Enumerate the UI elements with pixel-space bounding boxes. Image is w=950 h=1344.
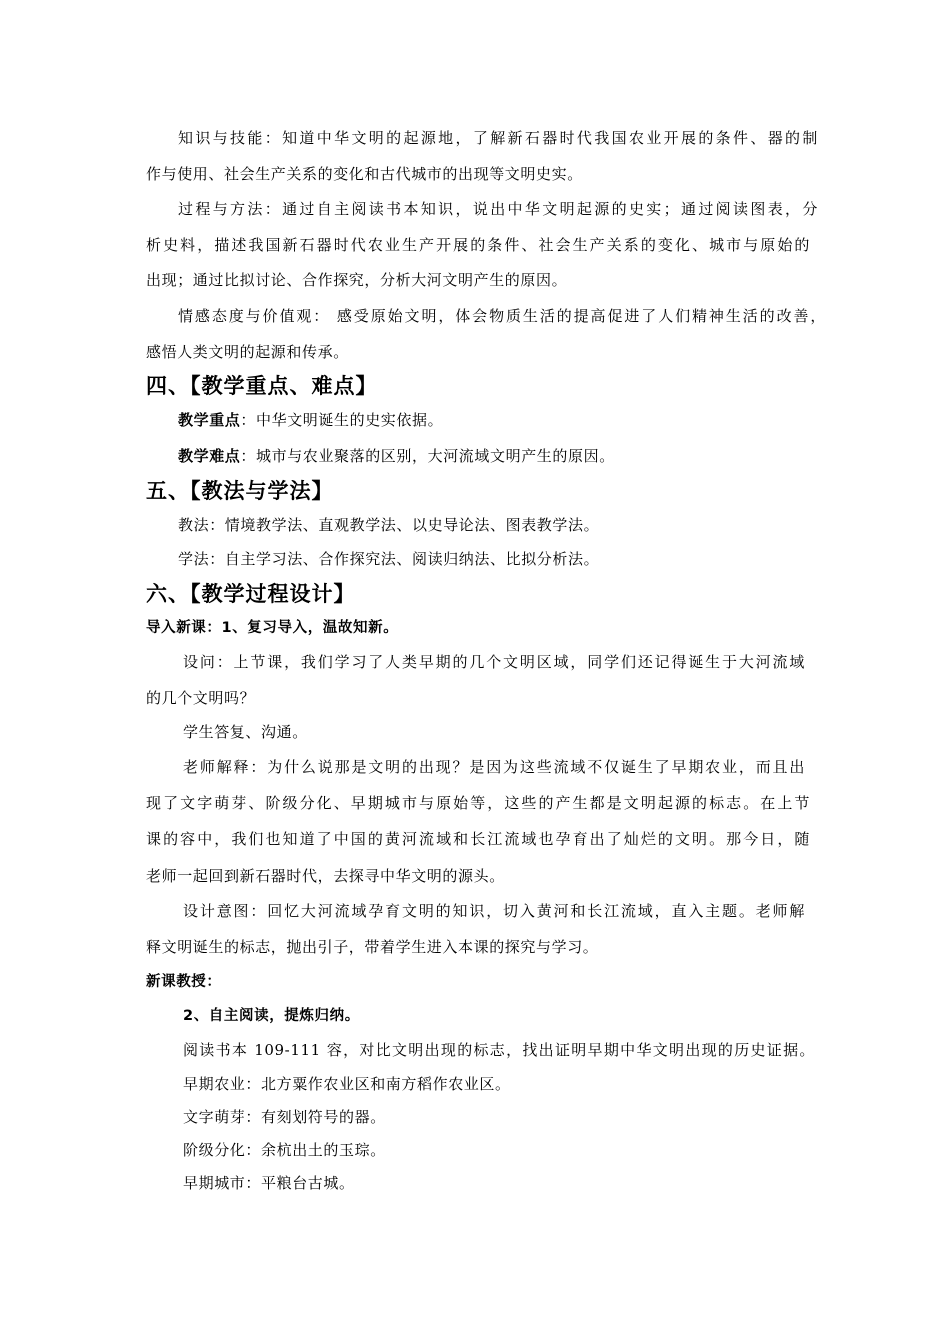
evidence-class-division: 阶级分化：余杭出土的玉琮。 xyxy=(183,1141,386,1159)
objective-emotion-line-1: 情感态度与价值观： 感受原始文明，体会物质生活的提高促进了人们精神生活的改善， xyxy=(178,307,826,325)
section-heading-5: 五、【教法与学法】 xyxy=(146,479,334,503)
objective-process-line-2: 析史料，描述我国新石器时代农业生产开展的条件、社会生产关系的变化、城市与原始的 xyxy=(146,236,810,254)
section-heading-6: 六、【教学过程设计】 xyxy=(146,582,356,606)
step-2-heading: 2、自主阅读，提炼归纳。 xyxy=(183,1008,360,1024)
learning-method-line: 学法：自主学习法、合作探究法、阅读归纳法、比拟分析法。 xyxy=(178,550,600,568)
explanation-line-3: 课的容中，我们也知道了中国的黄河流域和长江流域也孕育出了灿烂的文明。那今日，随 xyxy=(146,830,810,848)
key-point-line xyxy=(178,410,818,430)
explanation-line-4: 老师一起回到新石器时代，去探寻中华文明的源头。 xyxy=(146,867,505,885)
explanation-line-2: 现了文字萌芽、阶级分化、早期城市与原始等，这些的产生都是文明起源的标志。在上节 xyxy=(146,794,810,812)
key-point-label: 教学重点 xyxy=(178,411,241,429)
difficult-point-text: ：城市与农业聚落的区别，大河流域文明产生的原因。 xyxy=(240,447,615,465)
explanation-line-1: 老师解释：为什么说那是文明的出现？是因为这些流域不仅诞生了早期农业，而且出 xyxy=(183,758,805,776)
objective-knowledge-line-1: 知识与技能：知道中华文明的起源地，了解新石器时代我国农业开展的条件、器的制 xyxy=(178,129,818,147)
key-point-text: ：中华文明诞生的史实依据。 xyxy=(240,411,444,429)
teaching-method-line: 教法：情境教学法、直观教学法、以史导论法、图表教学法。 xyxy=(178,516,600,534)
objective-process-line-1: 过程与方法：通过自主阅读书本知识，说出中华文明起源的史实；通过阅读图表，分 xyxy=(178,200,818,218)
question-line-2: 的几个文明吗？ xyxy=(146,689,256,707)
objective-process-line-3: 出现；通过比拟讨论、合作探究，分析大河文明产生的原因。 xyxy=(146,271,568,289)
student-answer-line: 学生答复、沟通。 xyxy=(183,723,308,741)
section-heading-4: 四、【教学重点、难点】 xyxy=(146,374,378,398)
objective-knowledge-line-2: 作与使用、社会生产关系的变化和古代城市的出现等文明史实。 xyxy=(146,165,583,183)
question-line-1: 设问：上节课，我们学习了人类早期的几个文明区域，同学们还记得诞生于大河流域 xyxy=(183,653,805,671)
evidence-writing: 文字萌芽：有刻划符号的器。 xyxy=(183,1108,386,1126)
difficult-point-line xyxy=(178,446,818,466)
objective-emotion-line-2: 感悟人类文明的起源和传承。 xyxy=(146,343,349,361)
reading-task-line: 阅读书本 109-111 容，对比文明出现的标志，找出证明早期中华文明出现的历史证据。 xyxy=(183,1041,815,1059)
new-lesson-heading: 新课教授： xyxy=(146,974,222,990)
design-intent-line-2: 释文明诞生的标志，抛出引子，带着学生进入本课的探究与学习。 xyxy=(146,938,599,956)
evidence-agriculture: 早期农业：北方粟作农业区和南方稻作农业区。 xyxy=(183,1075,511,1093)
difficult-point-label: 教学难点 xyxy=(178,447,241,465)
evidence-early-city: 早期城市：平粮台古城。 xyxy=(183,1174,355,1192)
design-intent-line-1: 设计意图：回忆大河流域孕育文明的知识，切入黄河和长江流域，直入主题。老师解 xyxy=(183,902,805,920)
intro-heading: 导入新课：1、复习导入，温故知新。 xyxy=(146,620,399,636)
